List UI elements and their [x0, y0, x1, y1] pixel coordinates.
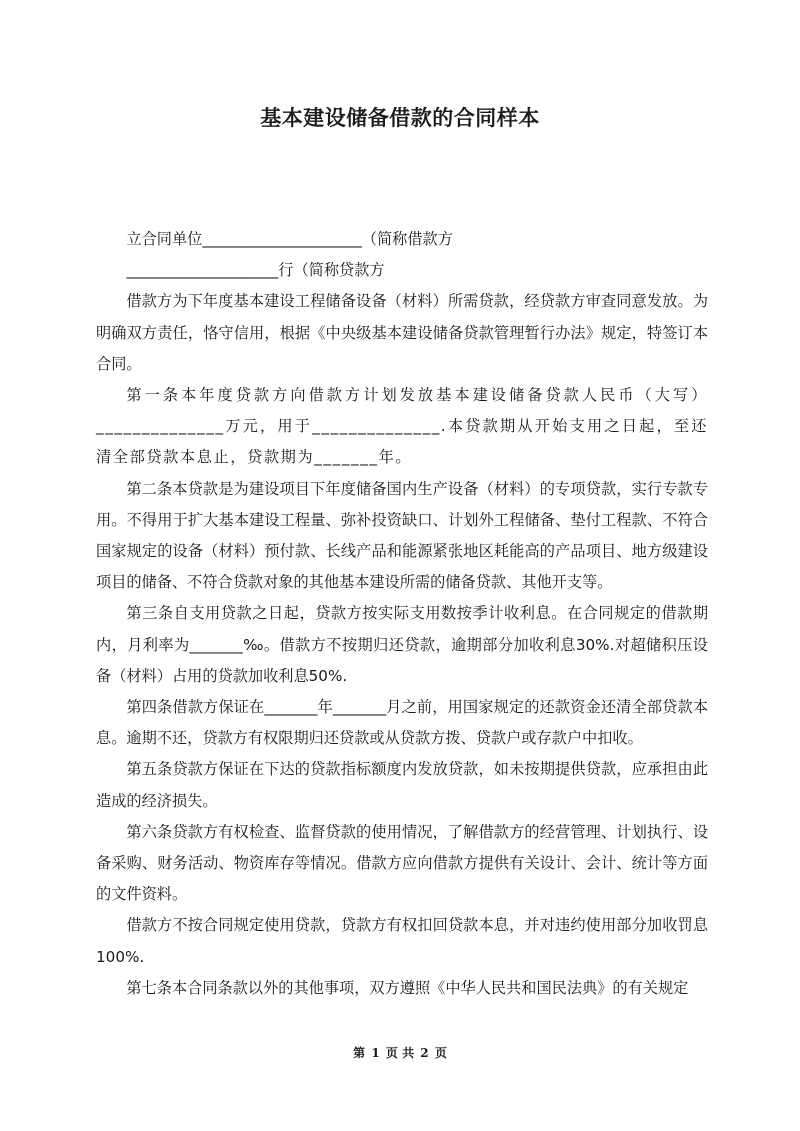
page-current: 1	[371, 1046, 380, 1060]
paragraph-article-1: 第一条本年度贷款方向借款方计划发放基本建设储备贷款人民币（大写）______________万元，用于______________.本贷款期从开始支用之日起，至还清全部贷款本息止，贷款期为_______年。	[96, 386, 708, 467]
paragraph-article-4: 第四条借款方保证在_______年_______月之前，用国家规定的还款资金还清全部贷款本息。逾期不还，贷款方有权限期归还贷款或从贷款方拨、贷款户或存款户中扣收。	[96, 698, 708, 748]
paragraph-article-5: 第五条贷款方保证在下达的贷款指标额度内发放贷款，如未按期提供贷款，应承担由此造成的经济损失。	[96, 760, 708, 810]
page-label-suffix: 页	[434, 1046, 447, 1060]
paragraph-lender-bank: ____________________行（简称贷款方	[126, 261, 385, 280]
paragraph-article-6: 第六条贷款方有权检查、监督贷款的使用情况，了解借款方的经营管理、计划执行、设备采购、财务活动、物资库存等情况。借款方应向借款方提供有关设计、会计、统计等方面的文件资料。	[96, 822, 708, 904]
page-total: 2	[420, 1046, 429, 1060]
document-body	[96, 224, 708, 1004]
paragraph-article-7: 第七条本合同条款以外的其他事项，双方遵照《中华人民共和国民法典》的有关规定	[126, 978, 689, 997]
page-number-footer	[0, 1044, 800, 1061]
paragraph-borrower-unit: 立合同单位_____________________（简称借款方	[126, 230, 453, 248]
paragraph-article-2: 第二条本贷款是为建设项目下年度储备国内生产设备（材料）的专项贷款，实行专款专用。不得用于扩大基本建设工程量、弥补投资缺口、计划外工程储备、垫付工程款、不符合国家规定的设备（材料）预付款、长线产品和能源紧张地区耗能高的产品项目、地方级建设项目的储备、不符合贷款对象的其他基本建设所需的储备贷款、其他开支等。	[96, 479, 708, 592]
paragraph-penalty: 借款方不按合同规定使用贷款，贷款方有权扣回贷款本息，并对违约使用部分加收罚息100%.	[96, 916, 708, 966]
document-title: 基本建设储备借款的合同样本	[260, 106, 540, 130]
page-label-mid: 页 共	[385, 1046, 415, 1060]
paragraph-article-3: 第三条自支用贷款之日起，贷款方按实际支用数按季计收利息。在合同规定的借款期内，月利率为_______‰。借款方不按期归还贷款，逾期部分加收利息30%.对超储积压设备（材料）占用的贷款加收利息50%.	[96, 604, 708, 685]
paragraph-preamble: 借款方为下年度基本建设工程储备设备（材料）所需贷款，经贷款方审查同意发放。为明确双方责任，恪守信用，根据《中央级基本建设储备贷款管理暂行办法》规定，特签订本合同。	[96, 292, 708, 373]
page-label-prefix: 第	[353, 1046, 366, 1060]
